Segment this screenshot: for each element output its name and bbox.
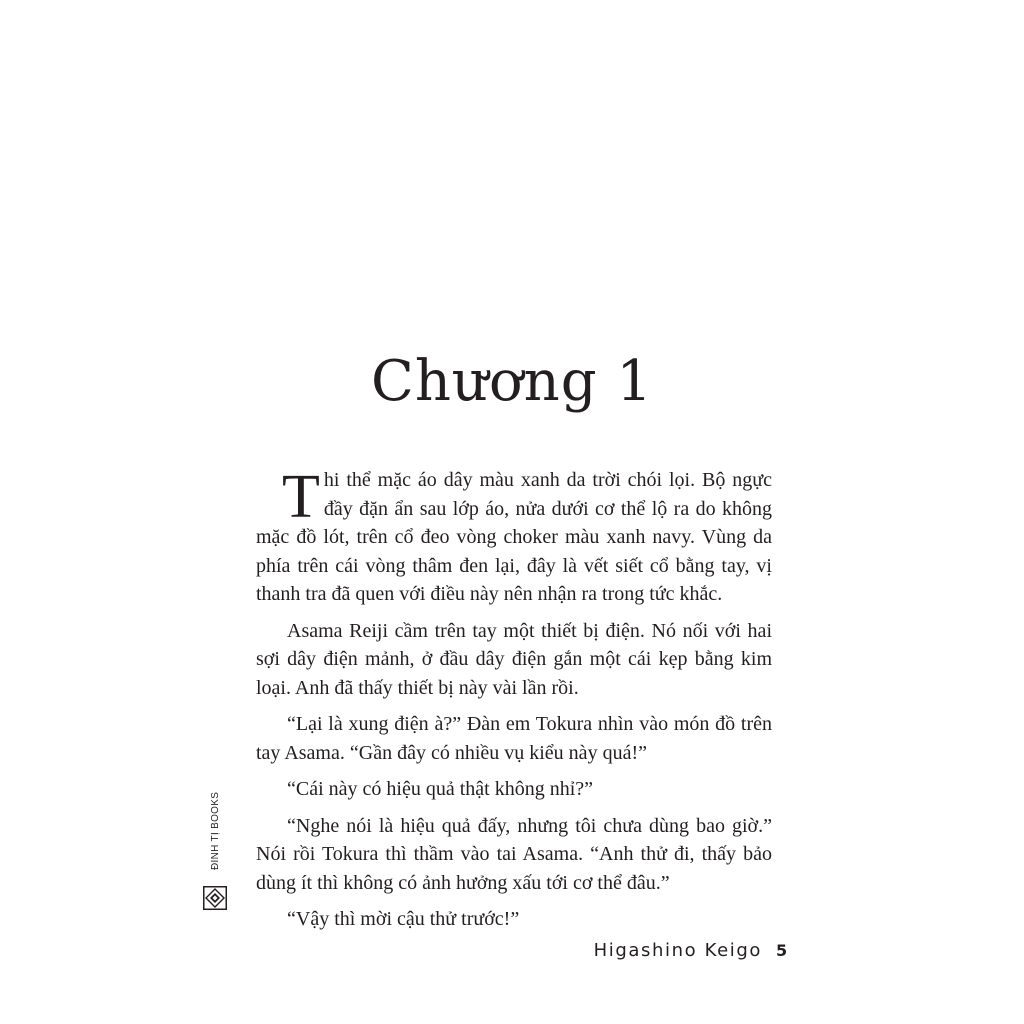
publisher-logo-icon [203,886,227,910]
paragraph-2: Asama Reiji cầm trên tay một thiết bị điện. Nó nối với hai sợi dây điện mảnh, ở đầu dây điện gắn một cái kẹp bằng kim loại. Anh đã thấy thiết bị này vài lần rồi. [256,619,772,699]
paragraph-6: “Vậy thì mời cậu thử trước!” [287,908,520,930]
footer-author: Higashino Keigo [593,940,762,961]
drop-cap: T [282,463,320,531]
chapter-body [256,463,772,942]
publisher-name: ĐINH TỊ BOOKS [210,791,221,870]
chapter-title: Chương 1 [370,348,654,414]
paragraph-5: “Nghe nói là hiệu quả đấy, nhưng tôi chưa dùng bao giờ.” Nói rồi Tokura thì thầm vào tai Asama. “Anh thử đi, thấy bảo dùng ít thì không có ảnh hưởng xấu tới cơ thể đâu.” [256,814,772,894]
page-number: 5 [776,941,788,960]
paragraph-1-text: hi thể mặc áo dây màu xanh da trời chói lọi. Bộ ngực đầy đặn ẩn sau lớp áo, nửa dưới cơ thể lộ ra do không mặc đồ lót, trên cổ đeo vòng choker màu xanh navy. Vùng da phía trên cái vòng thâm đen lại, đây là vết siết cổ bằng tay, vị thanh tra đã quen với điều này nên nhận ra trong tức khắc. [256,469,772,605]
paragraph-4: “Cái này có hiệu quả thật không nhỉ?” [287,778,594,800]
paragraph-1 [256,463,772,609]
paragraph-3: “Lại là xung điện à?” Đàn em Tokura nhìn vào món đồ trên tay Asama. “Gần đây có nhiều vụ kiểu này quá!” [256,713,772,764]
